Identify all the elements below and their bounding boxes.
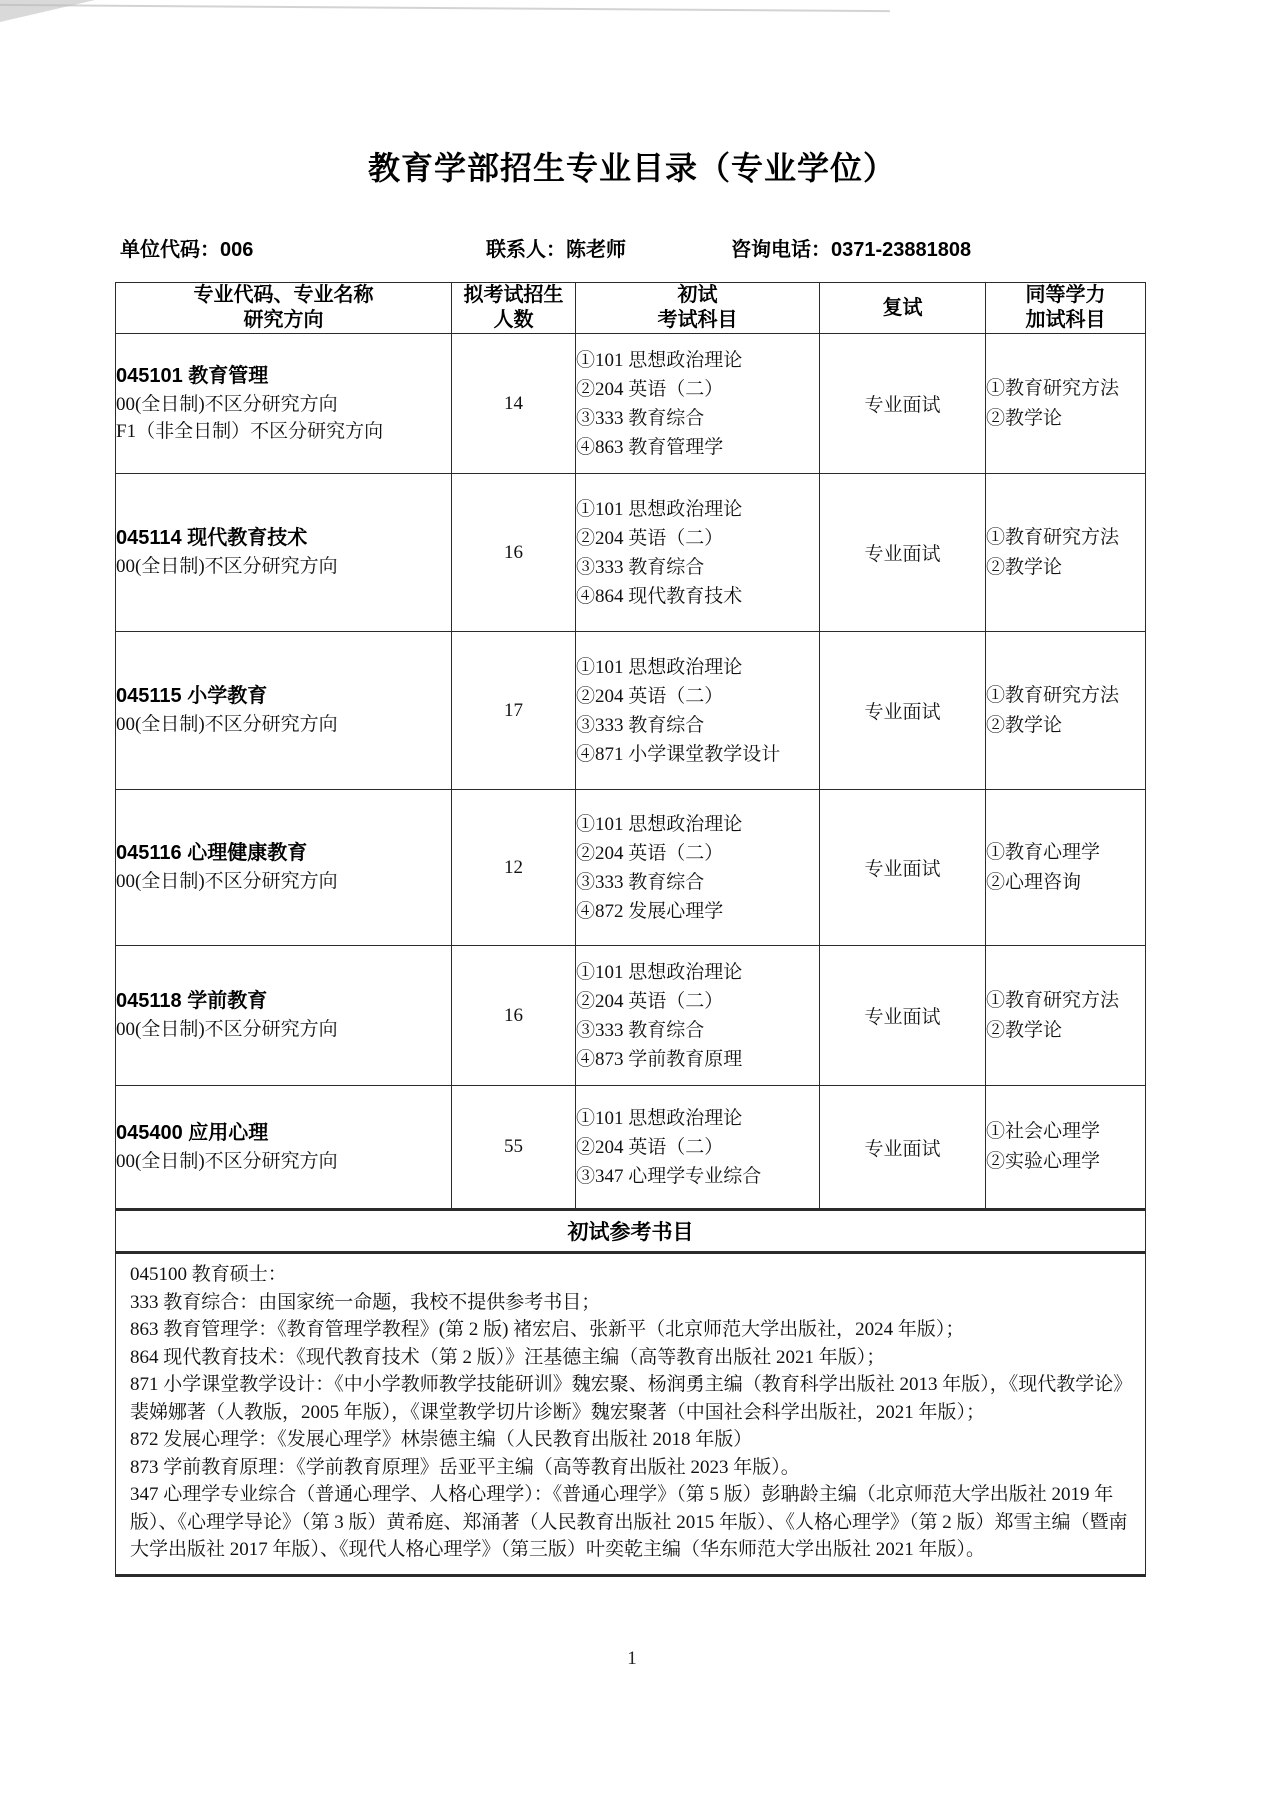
table-row xyxy=(116,1086,1146,1210)
reference-line: 045100 教育硕士： xyxy=(130,1264,287,1285)
exam-subject: ③333 教育综合 xyxy=(576,556,705,578)
exam-subject: ④873 学前教育原理 xyxy=(576,1048,743,1070)
reference-section-title: 初试参考书目 xyxy=(116,1210,1146,1253)
reference-line: 347 心理学专业综合（普通心理学、人格心理学）：《普通心理学》（第 5 版）彭聃龄主编（北京师范大学出版社 2019 年版）、《心理学导论》（第 3 版）黄希庭、郑涌著（人民教育出版社 2015 年版）、《人格心理学》（第 2 版）郑雪主编（暨南大学出版社 2017 年版）、《现代人格心理学》（第三版）叶奕乾主编（华东师范大学出版社 2021 年版）。 xyxy=(130,1484,1128,1560)
program-cell xyxy=(116,334,452,474)
exam-subject: ②204 英语（二） xyxy=(576,685,724,707)
research-direction: 00(全日制)不区分研究方向 xyxy=(116,556,338,577)
additional-subject: ②教学论 xyxy=(986,407,1063,429)
additional-subjects xyxy=(986,474,1146,632)
header-additional-exam: 同等学力 加试科目 xyxy=(986,283,1146,334)
additional-subject: ①教育心理学 xyxy=(986,841,1101,863)
exam-subject: ③333 教育综合 xyxy=(576,714,705,736)
table-row xyxy=(116,790,1146,946)
unit-code-label: 单位代码： xyxy=(120,239,220,261)
additional-subject: ②教学论 xyxy=(986,1019,1063,1041)
additional-subjects xyxy=(986,632,1146,790)
exam-subject: ②204 英语（二） xyxy=(576,378,724,400)
reference-books-row xyxy=(116,1253,1146,1576)
additional-subject: ②实验心理学 xyxy=(986,1151,1101,1172)
initial-exam-subjects xyxy=(576,334,820,474)
admissions-table xyxy=(115,282,1146,1577)
program-code-name: 045118 学前教育 xyxy=(116,990,268,1012)
program-cell xyxy=(116,946,452,1086)
additional-subject: ①社会心理学 xyxy=(986,1121,1101,1142)
retest-type: 专业面试 xyxy=(820,334,986,474)
table-header-row xyxy=(116,283,1146,334)
header-retest: 复试 xyxy=(820,283,986,334)
initial-exam-subjects xyxy=(576,946,820,1086)
retest-type: 专业面试 xyxy=(820,1086,986,1210)
reference-line: 864 现代教育技术：《现代教育技术（第 2 版）》汪基德主编（高等教育出版社 2021 年版）； xyxy=(130,1346,886,1368)
scan-corner-artifact xyxy=(0,0,95,22)
planned-count: 16 xyxy=(452,474,576,632)
research-direction: 00(全日制)不区分研究方向 xyxy=(116,393,338,415)
program-code-name: 045115 小学教育 xyxy=(116,685,268,707)
reference-line: 873 学前教育原理：《学前教育原理》岳亚平主编（高等教育出版社 2023 年版）。 xyxy=(130,1456,800,1478)
unit-code xyxy=(120,233,253,262)
phone-value: 0371-23881808 xyxy=(831,239,972,261)
phone-label: 咨询电话： xyxy=(731,239,831,261)
exam-subject: ①101 思想政治理论 xyxy=(576,813,743,835)
retest-type: 专业面试 xyxy=(820,632,986,790)
planned-count: 16 xyxy=(452,946,576,1086)
additional-subject: ②教学论 xyxy=(986,714,1063,736)
additional-subject: ②心理咨询 xyxy=(986,871,1082,893)
exam-subject: ③333 教育综合 xyxy=(576,407,705,429)
additional-subjects xyxy=(986,334,1146,474)
exam-subject: ③333 教育综合 xyxy=(576,1019,705,1041)
exam-subject: ④864 现代教育技术 xyxy=(576,585,743,607)
exam-subject: ④871 小学课堂教学设计 xyxy=(576,743,781,765)
additional-subject: ①教育研究方法 xyxy=(986,377,1120,399)
reference-line: 871 小学课堂教学设计：《中小学教师教学技能研训》魏宏聚、杨润勇主编（教育科学出版社 2013 年版），《现代教学论》裴娣娜著（人教版，2005 年版），《课堂教学切片诊断》魏宏聚著（中国社会科学出版社，2021 年版）； xyxy=(130,1374,1123,1423)
retest-type: 专业面试 xyxy=(820,474,986,632)
program-cell xyxy=(116,474,452,632)
table-row xyxy=(116,334,1146,474)
consult-phone xyxy=(731,233,971,262)
page-title: 教育学部招生专业目录（专业学位） xyxy=(367,150,896,186)
program-code-name: 045101 教育管理 xyxy=(116,364,269,387)
initial-exam-subjects xyxy=(576,474,820,632)
exam-subject: ①101 思想政治理论 xyxy=(576,1107,743,1129)
research-direction: 00(全日制)不区分研究方向 xyxy=(116,1019,338,1040)
additional-subject: ①教育研究方法 xyxy=(986,684,1120,706)
additional-subject: ①教育研究方法 xyxy=(986,989,1120,1011)
exam-subject: ①101 思想政治理论 xyxy=(576,349,743,371)
additional-subjects xyxy=(986,1086,1146,1210)
table-row xyxy=(116,632,1146,790)
contact-label: 联系人： xyxy=(486,239,566,261)
research-direction: 00(全日制)不区分研究方向 xyxy=(116,714,338,735)
reference-books-cell xyxy=(116,1253,1146,1576)
exam-subject: ②204 英语（二） xyxy=(576,1136,724,1158)
program-code-name: 045116 心理健康教育 xyxy=(116,842,308,864)
planned-count: 17 xyxy=(452,632,576,790)
program-code-name: 045114 现代教育技术 xyxy=(116,527,308,549)
research-direction: 00(全日制)不区分研究方向 xyxy=(116,871,338,892)
program-code-name: 045400 应用心理 xyxy=(116,1121,269,1144)
additional-subject: ②教学论 xyxy=(986,556,1063,578)
exam-subject: ①101 思想政治理论 xyxy=(576,498,743,520)
additional-subject: ①教育研究方法 xyxy=(986,526,1120,548)
reference-line: 872 发展心理学：《发展心理学》林崇德主编（人民教育出版社 2018 年版） xyxy=(130,1429,753,1450)
exam-subject: ③333 教育综合 xyxy=(576,871,705,893)
planned-count: 12 xyxy=(452,790,576,946)
retest-type: 专业面试 xyxy=(820,790,986,946)
contact-value: 陈老师 xyxy=(566,239,626,261)
exam-subject: ④872 发展心理学 xyxy=(576,900,724,922)
exam-subject: ①101 思想政治理论 xyxy=(576,961,743,983)
program-cell xyxy=(116,790,452,946)
retest-type: 专业面试 xyxy=(820,946,986,1086)
initial-exam-subjects xyxy=(576,790,820,946)
research-direction: 00(全日制)不区分研究方向 xyxy=(116,1150,338,1172)
exam-subject: ①101 思想政治理论 xyxy=(576,656,743,678)
initial-exam-subjects xyxy=(576,632,820,790)
planned-count: 14 xyxy=(452,334,576,474)
exam-subject: ④863 教育管理学 xyxy=(576,436,724,458)
contact-person xyxy=(486,233,626,262)
program-cell xyxy=(116,1086,452,1210)
reference-line: 333 教育综合：由国家统一命题，我校不提供参考书目； xyxy=(130,1291,601,1313)
program-cell xyxy=(116,632,452,790)
header-program: 专业代码、专业名称 研究方向 xyxy=(116,283,452,334)
additional-subjects xyxy=(986,790,1146,946)
research-direction: F1（非全日制）不区分研究方向 xyxy=(116,420,384,442)
header-initial-exam: 初试 考试科目 xyxy=(576,283,820,334)
exam-subject: ②204 英语（二） xyxy=(576,990,724,1012)
table-row xyxy=(116,474,1146,632)
scan-edge-artifact xyxy=(0,4,890,12)
table-row xyxy=(116,946,1146,1086)
page-number: 1 xyxy=(627,1648,637,1669)
document-info-row xyxy=(0,233,1264,259)
exam-subject: ②204 英语（二） xyxy=(576,842,724,864)
planned-count: 55 xyxy=(452,1086,576,1210)
initial-exam-subjects xyxy=(576,1086,820,1210)
reference-line: 863 教育管理学：《教育管理学教程》(第 2 版) 褚宏启、张新平（北京师范大学出版社，2024 年版）； xyxy=(130,1319,965,1340)
additional-subjects xyxy=(986,946,1146,1086)
reference-section-header-row xyxy=(116,1210,1146,1253)
exam-subject: ③347 心理学专业综合 xyxy=(576,1165,762,1187)
unit-code-value: 006 xyxy=(220,239,254,261)
header-planned-count: 拟考试招生 人数 xyxy=(452,283,576,334)
exam-subject: ②204 英语（二） xyxy=(576,527,724,549)
